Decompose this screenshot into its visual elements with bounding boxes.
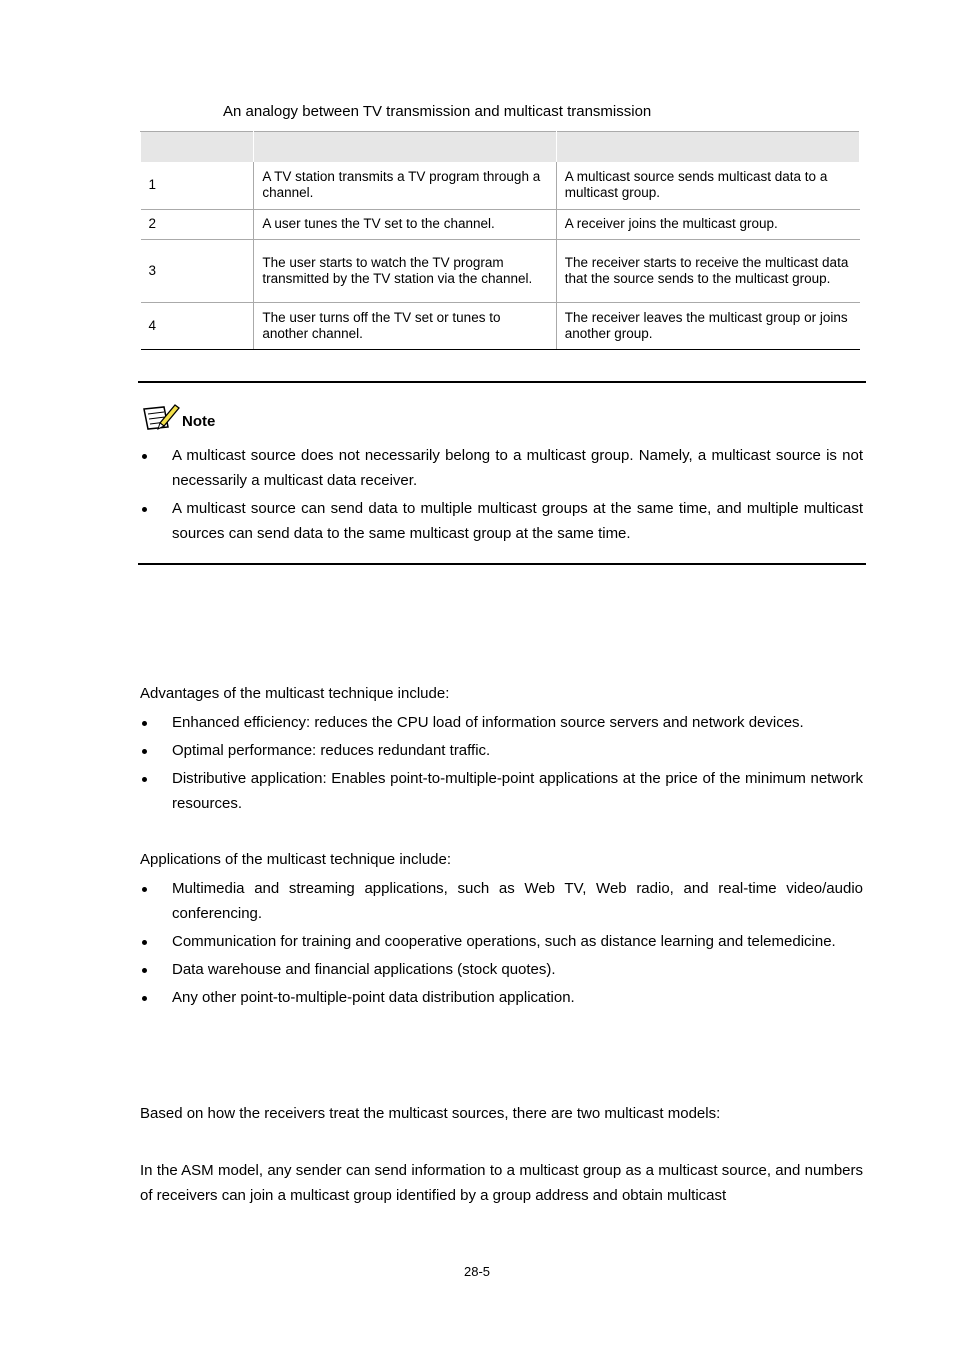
- bullet-icon: [142, 749, 147, 754]
- models-intro: Based on how the receivers treat the multicast sources, there are two multicast models:: [140, 1105, 721, 1122]
- bullet-icon: [142, 887, 147, 892]
- list-item-text: Distributive application: Enables point-to-multiple-point applications at the price of the minimum network resources.: [172, 770, 863, 812]
- table-row: [141, 162, 860, 209]
- bullet-icon: [142, 968, 147, 973]
- list-item: [140, 766, 863, 816]
- note-pencil-icon: [142, 401, 180, 431]
- multicast-cell: The receiver starts to receive the multicast data that the source sends to the multicast group.: [556, 239, 859, 302]
- list-item-text: Communication for training and cooperative operations, such as distance learning and telemedicine.: [172, 933, 836, 950]
- list-item: [140, 985, 863, 1010]
- list-item: [140, 957, 863, 982]
- step-cell: 3: [141, 239, 254, 302]
- list-item: [140, 443, 863, 493]
- page-number: 28-5: [463, 1264, 491, 1279]
- list-item: [140, 710, 863, 735]
- list-item-text: Optimal performance: reduces redundant traffic.: [172, 742, 491, 759]
- tv-cell: The user turns off the TV set or tunes to another channel.: [254, 302, 556, 349]
- tv-cell: A user tunes the TV set to the channel.: [254, 209, 556, 239]
- step-cell: 1: [141, 162, 254, 209]
- table-header-cell: [556, 132, 859, 163]
- step-cell: 4: [141, 302, 254, 349]
- bullet-icon: [142, 940, 147, 945]
- list-item-text: A multicast source can send data to multiple multicast groups at the same time, and multiple multicast sources can send data to the same multicast group at the same time.: [172, 500, 863, 542]
- bullet-icon: [142, 507, 147, 512]
- advantages-list: [140, 710, 863, 816]
- applications-intro: Applications of the multicast technique include:: [140, 851, 452, 868]
- list-item-text: Enhanced efficiency: reduces the CPU load of information source servers and network devices.: [172, 714, 804, 731]
- note-list: [140, 443, 863, 546]
- list-item-text: A multicast source does not necessarily belong to a multicast group. Namely, a multicast source is not necessarily a multicast data receiver.: [172, 447, 863, 489]
- list-item-text: Data warehouse and financial applications (stock quotes).: [172, 961, 556, 978]
- bullet-icon: [142, 454, 147, 459]
- bullet-icon: [142, 996, 147, 1001]
- tv-cell: The user starts to watch the TV program transmitted by the TV station via the channel.: [254, 239, 556, 302]
- note-top-rule: [138, 381, 866, 383]
- step-cell: 2: [141, 209, 254, 239]
- table-row: [141, 209, 860, 239]
- list-item: [140, 876, 863, 926]
- table-caption: An analogy between TV transmission and multicast transmission: [223, 103, 652, 120]
- tv-cell: A TV station transmits a TV program through a channel.: [254, 162, 556, 209]
- note-bottom-rule: [138, 563, 866, 565]
- table-header-cell: [254, 132, 556, 163]
- asm-paragraph: In the ASM model, any sender can send information to a multicast group as a multicast source, and numbers of receivers can join a multicast group identified by a group address and obtain multicast: [140, 1162, 863, 1204]
- table-row: [141, 239, 860, 302]
- multicast-cell: A multicast source sends multicast data to a multicast group.: [556, 162, 859, 209]
- applications-list: [140, 876, 863, 1010]
- list-item: [140, 929, 863, 954]
- advantages-intro: Advantages of the multicast technique include:: [140, 685, 450, 702]
- list-item-text: Multimedia and streaming applications, such as Web TV, Web radio, and real-time video/audio conferencing.: [172, 880, 863, 922]
- list-item-text: Any other point-to-multiple-point data distribution application.: [172, 989, 575, 1006]
- bullet-icon: [142, 777, 147, 782]
- note-label: Note: [182, 413, 216, 430]
- table-header-row: [141, 132, 860, 163]
- list-item: [140, 738, 863, 763]
- multicast-cell: The receiver leaves the multicast group or joins another group.: [556, 302, 859, 349]
- analogy-table: [140, 131, 860, 350]
- table-header-cell: [141, 132, 254, 163]
- multicast-cell: A receiver joins the multicast group.: [556, 209, 859, 239]
- table-row: [141, 302, 860, 349]
- list-item: [140, 496, 863, 546]
- bullet-icon: [142, 721, 147, 726]
